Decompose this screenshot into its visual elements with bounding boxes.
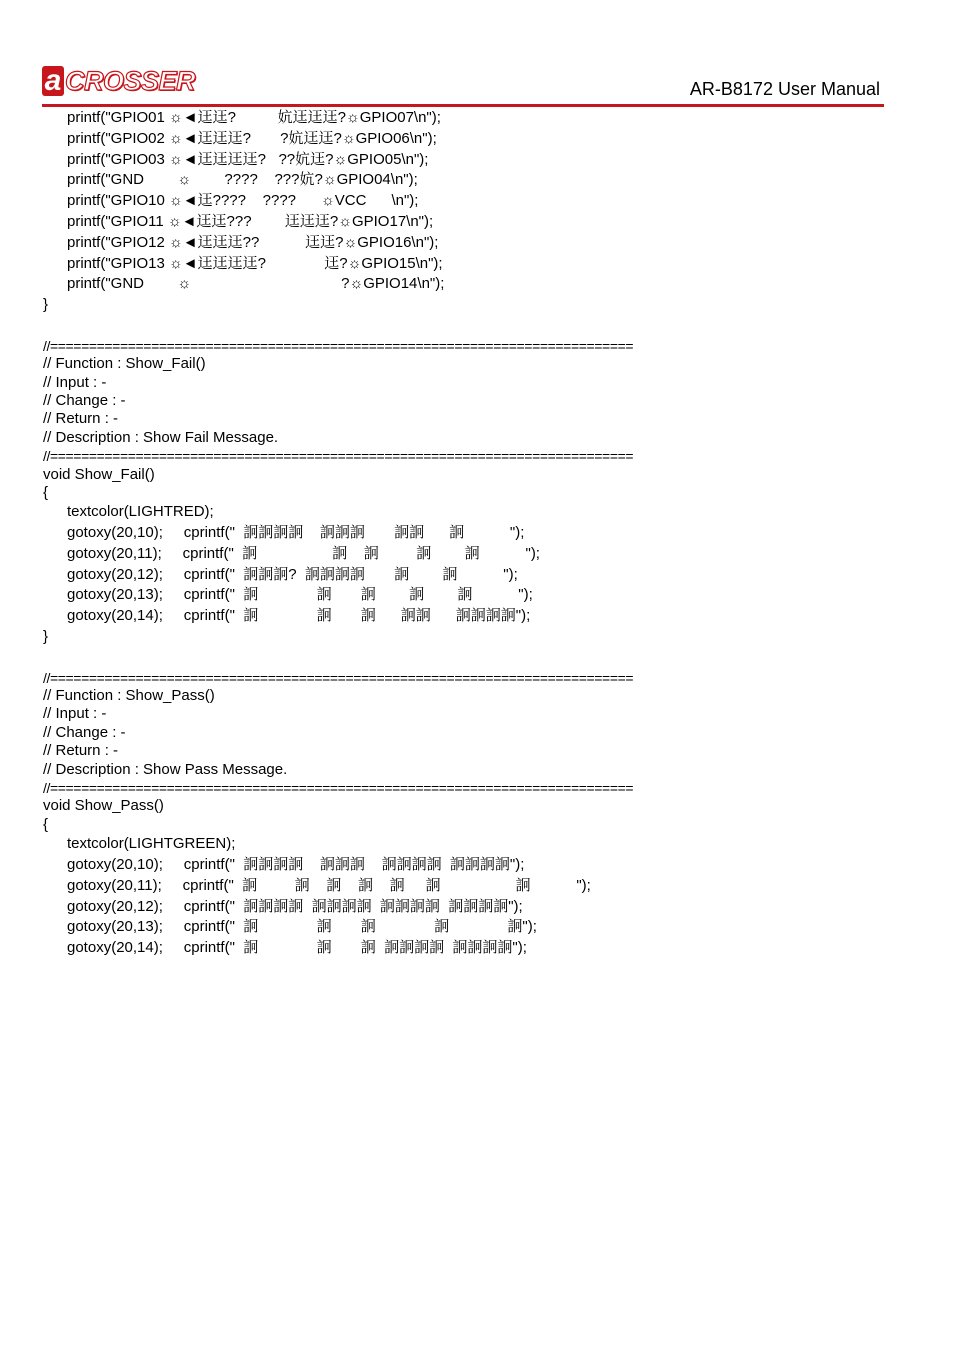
- comment-change: // Change : -: [43, 723, 126, 741]
- closing-brace: }: [43, 296, 49, 314]
- comment-return: // Return : -: [43, 742, 119, 760]
- acrosser-logo: [42, 64, 195, 98]
- code-line: gotoxy(20,13); cprintf(" 詗 詗 詗 詗 詗 ");: [67, 586, 533, 604]
- opening-brace: {: [43, 483, 49, 501]
- function-signature: void Show_Fail(): [43, 465, 155, 483]
- code-line: printf("GPIO13 ☼◄迋迋迋迋? 迋?☼GPIO15\n");: [67, 254, 443, 272]
- code-line: gotoxy(20,13); cprintf(" 詗 詗 詗 詗 詗");: [67, 918, 537, 936]
- code-line: printf("GPIO02 ☼◄迋迋迋? ?妔迋迋?☼GPIO06\n");: [67, 129, 437, 147]
- code-line: gotoxy(20,11); cprintf(" 詗 詗 詗 詗 詗 詗 詗 ");: [67, 876, 591, 894]
- code-line: printf("GPIO12 ☼◄迋迋迋?? 迋迋?☼GPIO16\n");: [67, 233, 439, 251]
- comment-change: // Change : -: [43, 391, 126, 409]
- comment-input: // Input : -: [43, 373, 107, 391]
- function-signature: void Show_Pass(): [43, 797, 164, 815]
- code-line: printf("GPIO01 ☼◄迋迋? 妔迋迋迋?☼GPIO07\n");: [67, 109, 441, 126]
- code-line: gotoxy(20,14); cprintf(" 詗 詗 詗 詗詗 詗詗詗詗");: [67, 607, 531, 625]
- code-line: textcolor(LIGHTRED);: [67, 503, 214, 521]
- manual-title: AR-B8172 User Manual: [689, 79, 880, 99]
- code-line: printf("GND ☼ ?☼GPIO14\n");: [67, 275, 445, 293]
- blank-line: [43, 316, 903, 337]
- logo-wordmark: CROSSER: [65, 65, 196, 96]
- code-listing: [43, 108, 903, 959]
- header-divider: [42, 104, 884, 107]
- logo-letter: a: [42, 66, 64, 96]
- code-line: textcolor(LIGHTGREEN);: [67, 835, 236, 853]
- code-line: printf("GPIO11 ☼◄迋迋??? 迋迋迋?☼GPIO17\n");: [67, 212, 434, 230]
- code-line: gotoxy(20,11); cprintf(" 詗 詗 詗 詗 詗 ");: [67, 544, 540, 562]
- comment-input: // Input : -: [43, 705, 107, 723]
- comment-function: // Function : Show_Pass(): [43, 687, 215, 705]
- code-line: printf("GPIO03 ☼◄迋迋迋迋? ??妔迋?☼GPIO05\n");: [67, 150, 429, 168]
- code-line: gotoxy(20,10); cprintf(" 詗詗詗詗 詗詗詗 詗詗詗詗 詗詗詗詗");: [67, 855, 525, 873]
- comment-return: // Return : -: [43, 410, 119, 428]
- separator-line: //===========================================================================: [43, 669, 634, 686]
- code-line: gotoxy(20,12); cprintf(" 詗詗詗詗 詗詗詗詗 詗詗詗詗 詗詗詗詗");: [67, 897, 523, 915]
- code-line: printf("GPIO10 ☼◄迋???? ???? ☼VCC \n");: [67, 192, 419, 210]
- blank-line: [43, 648, 903, 669]
- separator-line: //===========================================================================: [43, 337, 634, 354]
- code-line: gotoxy(20,12); cprintf(" 詗詗詗? 詗詗詗詗 詗 詗 ");: [67, 565, 518, 583]
- code-line: gotoxy(20,10); cprintf(" 詗詗詗詗 詗詗詗 詗詗 詗 ");: [67, 524, 525, 542]
- comment-description: // Description : Show Pass Message.: [43, 760, 288, 778]
- comment-function: // Function : Show_Fail(): [43, 355, 206, 373]
- code-line: printf("GND ☼ ???? ???妔?☼GPIO04\n");: [67, 171, 418, 189]
- opening-brace: {: [43, 815, 49, 833]
- closing-brace: }: [43, 628, 49, 646]
- comment-description: // Description : Show Fail Message.: [43, 428, 279, 446]
- separator-line: //===========================================================================: [43, 780, 634, 796]
- separator-line: //===========================================================================: [43, 448, 634, 465]
- code-line: gotoxy(20,14); cprintf(" 詗 詗 詗 詗詗詗詗 詗詗詗詗");: [67, 939, 527, 957]
